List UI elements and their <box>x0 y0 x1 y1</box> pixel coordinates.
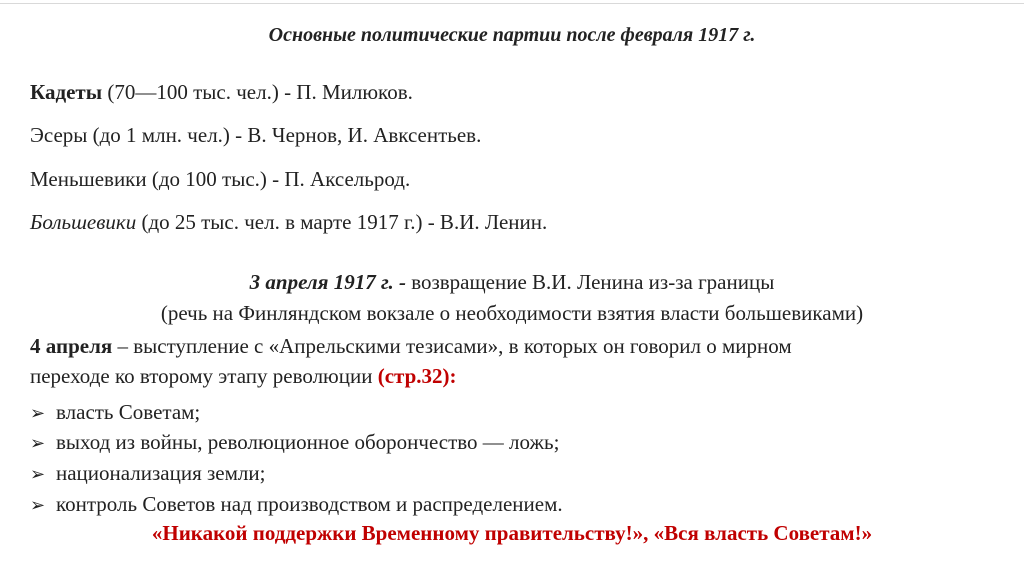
april-theses-line-1 <box>30 334 792 359</box>
party-name-bolsheviks: Большевики <box>30 210 137 234</box>
list-item-text: выход из войны, революционное оборончество — ложь; <box>56 430 560 454</box>
arrow-bullet-icon: ➢ <box>30 495 46 516</box>
party-esers <box>30 123 481 148</box>
arrow-bullet-icon: ➢ <box>30 433 46 454</box>
party-details-kadets: (70—100 тыс. чел.) - П. Милюков. <box>102 80 413 104</box>
party-name-mensheviks: Меньшевики <box>30 167 147 191</box>
party-details-esers: (до 1 млн. чел.) - В. Чернов, И. Авксентьев. <box>87 123 482 147</box>
party-name-kadets: Кадеты <box>30 80 103 104</box>
party-kadets <box>30 80 413 105</box>
list-item <box>30 400 200 425</box>
april-theses-line-2 <box>30 364 457 389</box>
party-name-esers: Эсеры <box>30 123 88 147</box>
april-theses-date: 4 апреля <box>30 334 113 358</box>
return-event-text: возвращение В.И. Ленина из-за границы <box>405 270 775 294</box>
return-event-line <box>0 270 1024 295</box>
april-theses-text-2: переходе ко второму этапу революции <box>30 364 378 388</box>
list-item-text: национализация земли; <box>56 461 266 485</box>
party-details-bolsheviks: (до 25 тыс. чел. в марте 1917 г.) - В.И. Ленин. <box>136 210 548 234</box>
party-details-mensheviks: (до 100 тыс.) - П. Аксельрод. <box>146 167 411 191</box>
list-item <box>30 430 559 455</box>
april-theses-text-1: – выступление с «Апрельскими тезисами», в которых он говорил о мирном <box>112 334 792 358</box>
party-bolsheviks <box>30 210 547 235</box>
slogan: «Никакой поддержки Временному правительству!», «Вся власть Советам!» <box>151 521 873 545</box>
arrow-bullet-icon: ➢ <box>30 403 46 424</box>
return-event-date: 3 апреля 1917 г. - <box>249 270 406 294</box>
arrow-bullet-icon: ➢ <box>30 464 46 485</box>
page-title: Основные политические партии после февраля 1917 г. <box>268 24 756 46</box>
return-event-speech: (речь на Финляндском вокзале о необходимости взятия власти большевиками) <box>160 301 864 325</box>
top-divider <box>0 3 1024 4</box>
list-item-text: контроль Советов над производством и распределением. <box>56 492 563 516</box>
party-mensheviks <box>30 167 410 192</box>
page-reference: (стр.32): <box>377 364 457 388</box>
list-item-text: власть Советам; <box>56 400 201 424</box>
list-item <box>30 461 265 486</box>
list-item <box>30 492 563 517</box>
